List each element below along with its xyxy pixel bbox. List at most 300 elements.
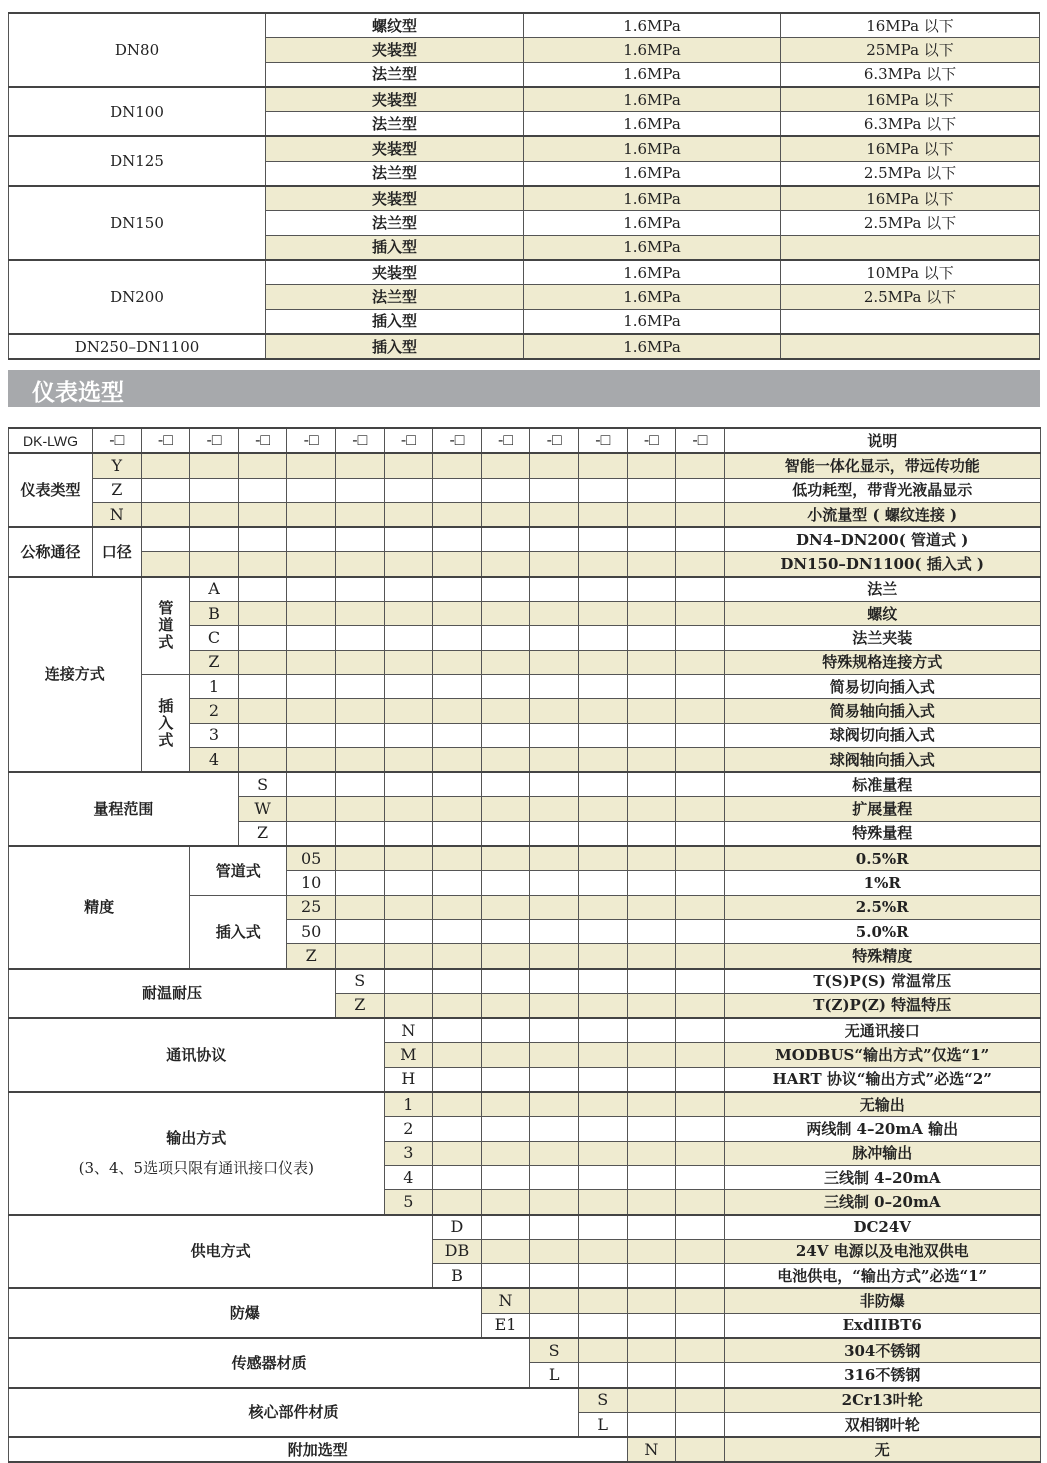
empty-cell: [335, 453, 384, 478]
empty-cell: [530, 821, 579, 846]
empty-cell: [481, 846, 530, 871]
option-slot-cell: -□: [627, 428, 676, 453]
pressure-cell: 1.6MPa: [524, 260, 781, 285]
group-label-cell: [9, 1437, 628, 1462]
table-row: [9, 186, 1040, 211]
empty-cell: [238, 723, 287, 747]
option-code: Y: [93, 453, 142, 478]
empty-cell: [287, 821, 336, 846]
empty-cell: [433, 674, 482, 698]
empty-cell: [530, 552, 579, 577]
empty-cell: [627, 1388, 676, 1413]
option-description: 5.0%R: [724, 919, 1040, 943]
empty-cell: [530, 846, 579, 871]
empty-cell: [287, 478, 336, 502]
empty-cell: [676, 1018, 725, 1043]
empty-cell: [287, 552, 336, 577]
empty-cell: [530, 1165, 579, 1189]
empty-cell: [384, 969, 433, 994]
pressure-cell: 1.6MPa: [524, 285, 781, 309]
empty-cell: [578, 478, 627, 502]
empty-cell: [627, 772, 676, 797]
empty-cell: [627, 602, 676, 626]
option-code: B: [433, 1264, 482, 1289]
empty-cell: [481, 577, 530, 602]
empty-cell: [530, 993, 579, 1018]
empty-cell: [238, 577, 287, 602]
empty-cell: [530, 1092, 579, 1117]
option-code: [141, 527, 190, 552]
model-selection-table: [8, 427, 1041, 1463]
empty-cell: [384, 699, 433, 723]
empty-cell: [530, 650, 579, 674]
empty-cell: [578, 944, 627, 969]
option-description: 特殊量程: [724, 821, 1040, 846]
option-code: E1: [481, 1313, 530, 1338]
option-description: 电池供电，“输出方式”必选“1”: [724, 1264, 1040, 1289]
empty-cell: [676, 821, 725, 846]
empty-cell: [627, 919, 676, 943]
group-label-cell: [9, 969, 336, 1019]
description-header: 说明: [724, 428, 1040, 453]
empty-cell: [433, 993, 482, 1018]
empty-cell: [481, 626, 530, 650]
empty-cell: [530, 1288, 579, 1313]
type-cell: 夹装型: [266, 38, 524, 62]
empty-cell: [481, 797, 530, 821]
empty-cell: [335, 527, 384, 552]
empty-cell: [627, 895, 676, 919]
group-label-cell: [9, 453, 93, 527]
empty-cell: [578, 846, 627, 871]
option-row: [9, 1388, 1041, 1413]
empty-cell: [676, 1215, 725, 1240]
type-cell: 插入型: [266, 309, 524, 334]
empty-cell: [627, 723, 676, 747]
empty-cell: [433, 1141, 482, 1165]
empty-cell: [335, 699, 384, 723]
option-description: 球阀切向插入式: [724, 723, 1040, 747]
empty-cell: [190, 453, 239, 478]
empty-cell: [627, 969, 676, 994]
option-code: C: [190, 626, 239, 650]
empty-cell: [676, 1338, 725, 1363]
empty-cell: [676, 1141, 725, 1165]
group-label-cell: [9, 1018, 385, 1092]
empty-cell: [335, 944, 384, 969]
group-label-cell: [9, 846, 190, 968]
empty-cell: [384, 674, 433, 698]
empty-cell: [335, 674, 384, 698]
empty-cell: [433, 699, 482, 723]
empty-cell: [481, 944, 530, 969]
empty-cell: [530, 772, 579, 797]
table-row: [9, 136, 1040, 161]
empty-cell: [335, 577, 384, 602]
type-cell: 法兰型: [266, 112, 524, 137]
empty-cell: [190, 502, 239, 527]
empty-cell: [530, 699, 579, 723]
option-row: [9, 453, 1041, 478]
option-code: W: [238, 797, 287, 821]
empty-cell: [530, 626, 579, 650]
rating-cell: 16MPa 以下: [781, 186, 1040, 211]
empty-cell: [627, 478, 676, 502]
option-description: 0.5%R: [724, 846, 1040, 871]
empty-cell: [384, 453, 433, 478]
empty-cell: [433, 871, 482, 895]
empty-cell: [627, 747, 676, 772]
empty-cell: [335, 895, 384, 919]
empty-cell: [384, 650, 433, 674]
empty-cell: [627, 527, 676, 552]
empty-cell: [578, 1092, 627, 1117]
type-cell: 插入型: [266, 334, 524, 359]
option-description: 两线制 4–20mA 输出: [724, 1117, 1040, 1141]
empty-cell: [578, 626, 627, 650]
empty-cell: [384, 821, 433, 846]
empty-cell: [433, 821, 482, 846]
empty-cell: [676, 1190, 725, 1215]
option-row: [9, 1215, 1041, 1240]
empty-cell: [530, 1190, 579, 1215]
empty-cell: [676, 895, 725, 919]
empty-cell: [627, 1288, 676, 1313]
empty-cell: [287, 650, 336, 674]
rating-cell: [781, 334, 1040, 359]
empty-cell: [627, 821, 676, 846]
empty-cell: [238, 552, 287, 577]
empty-cell: [676, 674, 725, 698]
option-description: 简易轴向插入式: [724, 699, 1040, 723]
empty-cell: [578, 993, 627, 1018]
pressure-cell: 1.6MPa: [524, 186, 781, 211]
option-slot-cell: -□: [578, 428, 627, 453]
group-label: 防爆: [229, 1304, 260, 1323]
empty-cell: [335, 919, 384, 943]
empty-cell: [676, 969, 725, 994]
empty-cell: [627, 650, 676, 674]
empty-cell: [530, 527, 579, 552]
type-cell: 法兰型: [266, 161, 524, 186]
type-cell: 法兰型: [266, 285, 524, 309]
group-note: (3、4、5选项只限有通讯接口仪表): [78, 1159, 314, 1178]
option-code: 1: [384, 1092, 433, 1117]
empty-cell: [578, 602, 627, 626]
option-description: 简易切向插入式: [724, 674, 1040, 698]
empty-cell: [433, 846, 482, 871]
pressure-cell: 1.6MPa: [524, 309, 781, 334]
empty-cell: [530, 895, 579, 919]
group-label: 输出方式: [166, 1129, 227, 1148]
sub-label-cell: 口径: [93, 527, 142, 577]
empty-cell: [287, 723, 336, 747]
option-code: Z: [287, 944, 336, 969]
empty-cell: [481, 1239, 530, 1263]
group-label: 连接方式: [44, 665, 105, 684]
option-description: 304不锈钢: [724, 1338, 1040, 1363]
rating-cell: [781, 235, 1040, 260]
empty-cell: [481, 723, 530, 747]
option-code: 3: [190, 723, 239, 747]
empty-cell: [335, 747, 384, 772]
size-cell: DN125: [9, 136, 266, 186]
group-label-cell: [9, 772, 239, 846]
empty-cell: [481, 527, 530, 552]
empty-cell: [627, 453, 676, 478]
empty-cell: [627, 1018, 676, 1043]
empty-cell: [530, 502, 579, 527]
option-slot-cell: -□: [481, 428, 530, 453]
option-code: S: [335, 969, 384, 994]
empty-cell: [530, 1313, 579, 1338]
option-description: 双相钢叶轮: [724, 1412, 1040, 1437]
empty-cell: [676, 944, 725, 969]
group-label-cell: [9, 527, 93, 577]
empty-cell: [433, 478, 482, 502]
table-row: [9, 13, 1040, 38]
option-description: 小流量型 ( 螺纹连接 ): [724, 502, 1040, 527]
empty-cell: [578, 772, 627, 797]
empty-cell: [627, 1043, 676, 1067]
empty-cell: [287, 453, 336, 478]
empty-cell: [433, 1117, 482, 1141]
empty-cell: [238, 602, 287, 626]
empty-cell: [578, 1239, 627, 1263]
option-description: ExdIIBT6: [724, 1313, 1040, 1338]
empty-cell: [578, 723, 627, 747]
empty-cell: [481, 650, 530, 674]
empty-cell: [676, 871, 725, 895]
empty-cell: [578, 1264, 627, 1289]
empty-cell: [627, 1067, 676, 1092]
empty-cell: [384, 602, 433, 626]
option-code: L: [530, 1363, 579, 1388]
group-label: 耐温耐压: [141, 984, 202, 1003]
empty-cell: [238, 626, 287, 650]
empty-cell: [287, 699, 336, 723]
pressure-cell: 1.6MPa: [524, 38, 781, 62]
option-code: S: [578, 1388, 627, 1413]
option-code: 4: [190, 747, 239, 772]
empty-cell: [335, 552, 384, 577]
empty-cell: [676, 723, 725, 747]
empty-cell: [627, 1313, 676, 1338]
empty-cell: [335, 602, 384, 626]
empty-cell: [481, 919, 530, 943]
empty-cell: [141, 502, 190, 527]
empty-cell: [384, 772, 433, 797]
group-label: 量程范围: [93, 800, 154, 819]
table-row: [9, 260, 1040, 285]
empty-cell: [481, 1117, 530, 1141]
option-description: MODBUS“输出方式”仅选“1”: [724, 1043, 1040, 1067]
empty-cell: [676, 1437, 725, 1462]
pressure-cell: 1.6MPa: [524, 334, 781, 359]
empty-cell: [627, 1363, 676, 1388]
empty-cell: [578, 1190, 627, 1215]
empty-cell: [530, 1067, 579, 1092]
option-slot-cell: -□: [141, 428, 190, 453]
group-label: 供电方式: [190, 1242, 251, 1261]
type-cell: 夹装型: [266, 136, 524, 161]
section-title: 仪表选型: [32, 380, 124, 406]
empty-cell: [578, 1215, 627, 1240]
pressure-cell: 1.6MPa: [524, 62, 781, 87]
empty-cell: [384, 577, 433, 602]
empty-cell: [578, 577, 627, 602]
pressure-cell: 1.6MPa: [524, 136, 781, 161]
empty-cell: [627, 993, 676, 1018]
empty-cell: [627, 1165, 676, 1189]
empty-cell: [433, 747, 482, 772]
empty-cell: [627, 674, 676, 698]
rating-cell: 25MPa 以下: [781, 38, 1040, 62]
option-code: [141, 552, 190, 577]
group-label: 精度: [84, 898, 115, 917]
option-description: 无输出: [724, 1092, 1040, 1117]
type-cell: 螺纹型: [266, 13, 524, 38]
sub-label-cell: 管道式: [141, 577, 190, 675]
option-description: 316不锈钢: [724, 1363, 1040, 1388]
empty-cell: [384, 502, 433, 527]
group-label-cell: [9, 1388, 579, 1438]
empty-cell: [287, 527, 336, 552]
empty-cell: [384, 846, 433, 871]
option-description: 2Cr13叶轮: [724, 1388, 1040, 1413]
empty-cell: [433, 453, 482, 478]
empty-cell: [530, 1239, 579, 1263]
option-row: [9, 577, 1041, 602]
option-code: N: [384, 1018, 433, 1043]
empty-cell: [238, 527, 287, 552]
option-description: 螺纹: [724, 602, 1040, 626]
option-code: N: [481, 1288, 530, 1313]
size-cell: DN250–DN1100: [9, 334, 266, 359]
option-description: 脉冲输出: [724, 1141, 1040, 1165]
empty-cell: [578, 1043, 627, 1067]
option-code: N: [627, 1437, 676, 1462]
option-row: [9, 674, 1041, 698]
empty-cell: [676, 602, 725, 626]
option-code: 5: [384, 1190, 433, 1215]
empty-cell: [676, 1067, 725, 1092]
empty-cell: [433, 602, 482, 626]
option-code: 2: [190, 699, 239, 723]
option-slot-cell: -□: [530, 428, 579, 453]
empty-cell: [676, 919, 725, 943]
empty-cell: [335, 871, 384, 895]
empty-cell: [676, 1165, 725, 1189]
empty-cell: [287, 674, 336, 698]
option-slot-cell: -□: [433, 428, 482, 453]
option-code: DB: [433, 1239, 482, 1263]
option-row: [9, 969, 1041, 994]
empty-cell: [238, 699, 287, 723]
empty-cell: [578, 527, 627, 552]
empty-cell: [578, 919, 627, 943]
empty-cell: [481, 747, 530, 772]
empty-cell: [335, 650, 384, 674]
empty-cell: [627, 1412, 676, 1437]
option-description: 智能一体化显示，带远传功能: [724, 453, 1040, 478]
rating-cell: 2.5MPa 以下: [781, 161, 1040, 186]
option-code: Z: [335, 993, 384, 1018]
empty-cell: [530, 944, 579, 969]
option-slot-cell: -□: [676, 428, 725, 453]
sub-label-cell: 插入式: [190, 895, 287, 968]
empty-cell: [481, 1190, 530, 1215]
empty-cell: [335, 797, 384, 821]
empty-cell: [578, 1165, 627, 1189]
empty-cell: [676, 478, 725, 502]
empty-cell: [676, 699, 725, 723]
empty-cell: [433, 969, 482, 994]
empty-cell: [676, 502, 725, 527]
option-code: M: [384, 1043, 433, 1067]
empty-cell: [627, 502, 676, 527]
group-label-cell: [9, 1338, 530, 1388]
empty-cell: [578, 871, 627, 895]
empty-cell: [530, 674, 579, 698]
option-row: [9, 502, 1041, 527]
empty-cell: [578, 797, 627, 821]
option-description: 低功耗型，带背光液晶显示: [724, 478, 1040, 502]
option-description: T(S)P(S) 常温常压: [724, 969, 1040, 994]
option-code: N: [93, 502, 142, 527]
option-description: DN150–DN1100( 插入式 ): [724, 552, 1040, 577]
empty-cell: [481, 602, 530, 626]
empty-cell: [578, 895, 627, 919]
empty-cell: [335, 821, 384, 846]
empty-cell: [676, 527, 725, 552]
empty-cell: [578, 821, 627, 846]
empty-cell: [433, 1067, 482, 1092]
empty-cell: [335, 626, 384, 650]
empty-cell: [335, 846, 384, 871]
empty-cell: [578, 969, 627, 994]
empty-cell: [676, 1117, 725, 1141]
empty-cell: [578, 1363, 627, 1388]
empty-cell: [627, 1190, 676, 1215]
empty-cell: [384, 871, 433, 895]
empty-cell: [676, 1388, 725, 1413]
option-code: 50: [287, 919, 336, 943]
option-row: [9, 1437, 1041, 1462]
empty-cell: [578, 1288, 627, 1313]
empty-cell: [578, 1018, 627, 1043]
empty-cell: [481, 1043, 530, 1067]
empty-cell: [578, 1067, 627, 1092]
model-prefix-cell: DK-LWG: [9, 428, 93, 453]
option-code: 3: [384, 1141, 433, 1165]
empty-cell: [578, 699, 627, 723]
empty-cell: [287, 626, 336, 650]
type-cell: 夹装型: [266, 186, 524, 211]
empty-cell: [433, 1043, 482, 1067]
option-code: S: [238, 772, 287, 797]
option-code: 10: [287, 871, 336, 895]
empty-cell: [481, 552, 530, 577]
group-label-cell: [9, 1215, 433, 1289]
empty-cell: [578, 674, 627, 698]
option-code: A: [190, 577, 239, 602]
pressure-cell: 1.6MPa: [524, 112, 781, 137]
empty-cell: [384, 552, 433, 577]
option-description: DN4–DN200( 管道式 ): [724, 527, 1040, 552]
empty-cell: [238, 478, 287, 502]
empty-cell: [481, 993, 530, 1018]
